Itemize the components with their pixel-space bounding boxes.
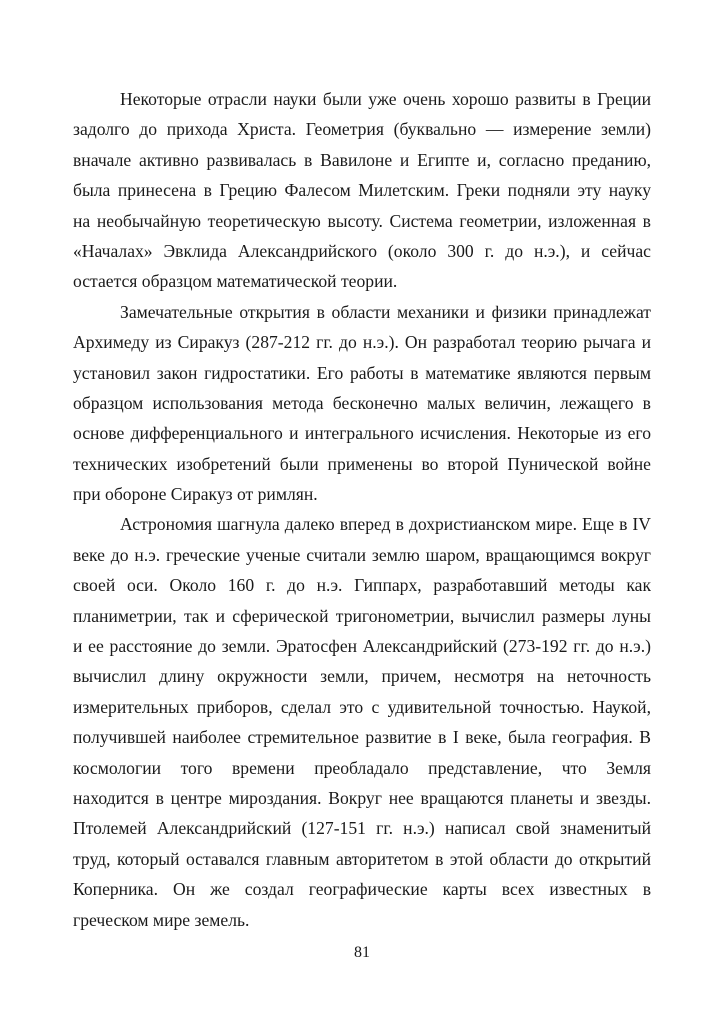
text-line: Замечательные открытия в области механики и физики принадлежат	[120, 301, 651, 322]
text-line: Птолемей Александрийский (127-151 гг. н.э.) написал свой знаменитый	[73, 818, 651, 839]
text-line: образцом использования метода бесконечно малых величин, лежащего в	[73, 392, 651, 413]
text-line: космологии того времени преобладало представление, что Земля	[73, 757, 651, 778]
text-line: труд, который оставался главным авторитетом в этой области до открытий	[73, 848, 651, 869]
text-line: своей оси. Около 160 г. до н.э. Гиппарх, разработавший методы как	[73, 575, 651, 596]
text-line: задолго до прихода Христа. Геометрия (буквально — измерение земли)	[73, 119, 651, 140]
page-number: 81	[354, 944, 370, 961]
text-line: веке до н.э. греческие ученые считали землю шаром, вращающимся вокруг	[73, 544, 651, 565]
text-line: вначале активно развивалась в Вавилоне и Египте и, согласно преданию,	[73, 149, 651, 170]
text-line: установил закон гидростатики. Его работы в математике являются первым	[73, 362, 651, 383]
text-line: Астрономия шагнула далеко вперед в дохристианском мире. Еще в IV	[120, 514, 651, 535]
text-line: находится в центре мироздания. Вокруг нее вращаются планеты и звезды.	[73, 787, 651, 808]
text-line: на необычайную теоретическую высоту. Система геометрии, изложенная в	[73, 210, 651, 231]
text-line: Некоторые отрасли науки были уже очень хорошо развиты в Греции	[120, 89, 651, 109]
text-line: измерительных приборов, сделал это с удивительной точностью. Наукой,	[73, 696, 651, 717]
text-line: остается образцом математической теории.	[73, 271, 398, 292]
text-line: «Началах» Эвклида Александрийского (около 300 г. до н.э.), и сейчас	[73, 240, 651, 261]
paragraph	[73, 84, 651, 297]
paragraph	[73, 297, 651, 510]
text-line: вычислил длину окружности земли, причем, несмотря на неточность	[73, 666, 651, 687]
text-line: технических изобретений были применены во второй Пунической войне	[73, 453, 651, 474]
text-line: получившей наиболее стремительное развитие в I веке, была география. В	[73, 727, 651, 748]
paragraph	[73, 509, 651, 934]
text-line: при обороне Сиракуз от римлян.	[73, 484, 318, 505]
text-line: планиметрии, так и сферической тригонометрии, вычислил размеры луны	[73, 605, 651, 626]
text-line: и ее расстояние до земли. Эратосфен Александрийский (273-192 гг. до н.э.)	[73, 636, 651, 657]
text-line: Коперника. Он же создал географические карты всех известных в	[73, 879, 651, 900]
text-line: греческом мире земель.	[73, 909, 250, 930]
document-body	[73, 84, 651, 935]
text-line: была принесена в Грецию Фалесом Милетским. Греки подняли эту науку	[73, 180, 651, 201]
text-line: основе дифференциального и интегрального исчисления. Некоторые из его	[73, 423, 651, 444]
text-line: Архимеду из Сиракуз (287-212 гг. до н.э.). Он разработал теорию рычага и	[73, 332, 651, 353]
